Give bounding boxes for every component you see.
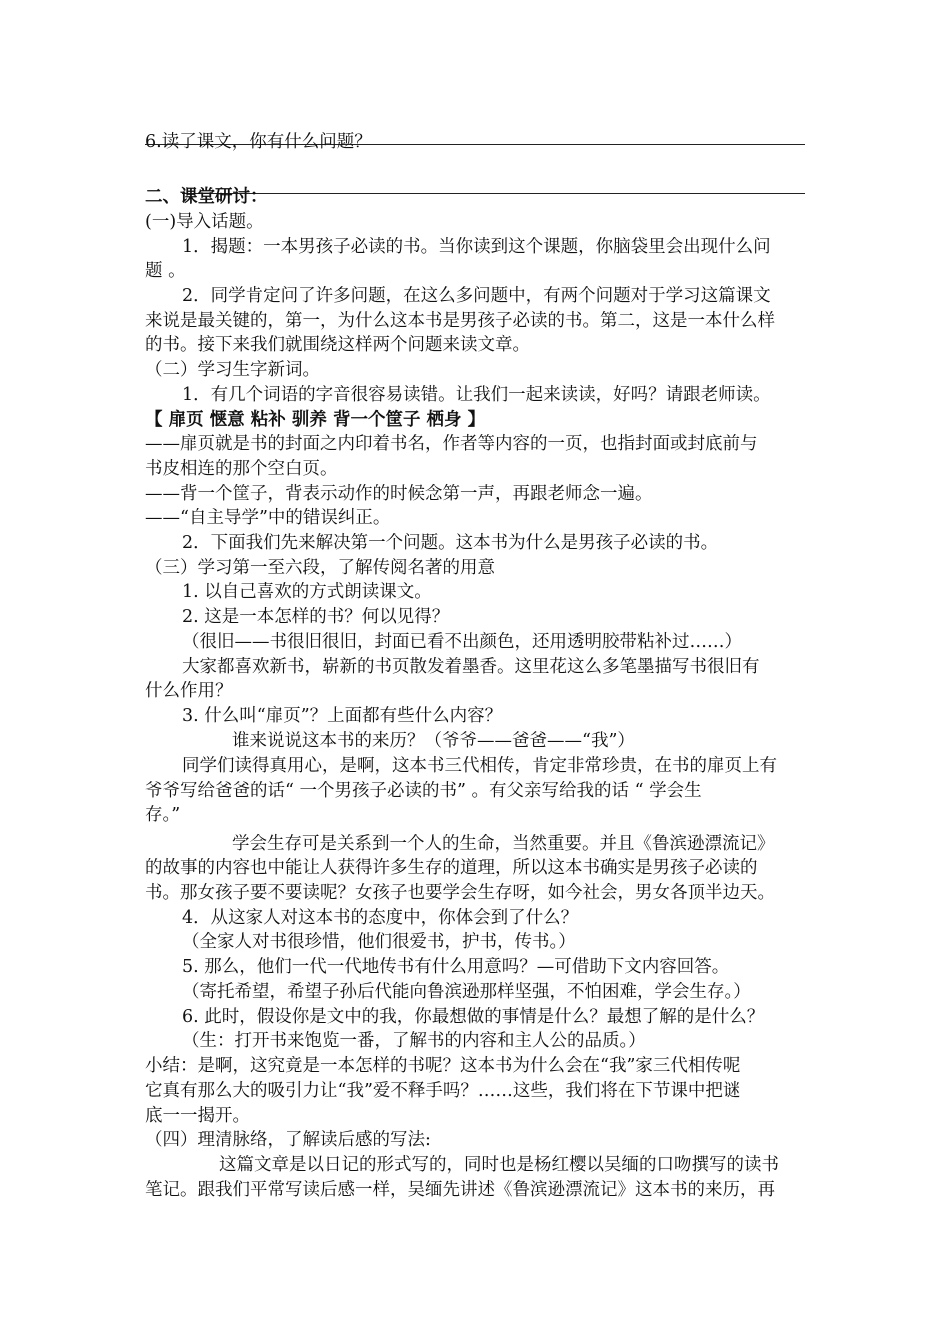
text-line: 书皮相连的那个空白页。: [145, 459, 338, 479]
text-line: 6. 此时，假设你是文中的我，你最想做的事情是什么？最想了解的是什么？: [182, 1007, 765, 1027]
text-line: 6.读了课文，你有什么问题？: [145, 132, 372, 152]
text-line: （全家人对书很珍惜，他们很爱书，护书，传书。）: [182, 932, 576, 952]
text-line: 同学们读得真用心，是啊，这本书三代相传，肯定非常珍贵，在书的扉页上有: [182, 756, 777, 776]
text-line: 1．揭题：一本男孩子必读的书。当你读到这个课题，你脑袋里会出现什么问: [182, 237, 771, 257]
text-line: ——“自主导学”中的错误纠正。: [145, 508, 391, 528]
text-line: 书。那女孩子要不要读呢？女孩子也要学会生存呀，如今社会，男女各顶半边天。: [145, 883, 775, 903]
text-line: 来说是最关键的，第一，为什么这本书是男孩子必读的书。第二，这是一本什么样: [145, 311, 775, 331]
text-line: 它真有那么大的吸引力让“我”爱不释手吗？……这些，我们将在下节课中把谜: [145, 1081, 741, 1101]
text-line: 大家都喜欢新书，崭新的书页散发着墨香。这里花这么多笔墨描写书很旧有: [182, 657, 760, 677]
text-line: 底一一揭开。: [145, 1106, 250, 1126]
text-line: 这篇文章是以日记的形式写的，同时也是杨红樱以吴缅的口吻撰写的读书: [219, 1155, 779, 1175]
text-line: （很旧——书很旧很旧，封面已看不出颜色，还用透明胶带粘补过……）: [182, 632, 742, 652]
text-line: 1. 以自己喜欢的方式朗读课文。: [182, 582, 432, 602]
text-line: 的书。接下来我们就围绕这样两个问题来读文章。: [145, 335, 530, 355]
text-line: （三）学习第一至六段，了解传阅名著的用意: [145, 558, 495, 578]
text-line: (一)导入话题。: [145, 212, 264, 232]
text-line: 2．同学肯定问了许多问题，在这么多问题中，有两个问题对于学习这篇课文: [182, 286, 771, 306]
text-line: （生：打开书来饱览一番，了解书的内容和主人公的品质。）: [182, 1031, 646, 1051]
text-line: 学会生存可是关系到一个人的生命，当然重要。并且《鲁滨逊漂流记》: [232, 834, 775, 854]
text-line: 谁来说说这本书的来历？（爷爷——爸爸——“我”）: [232, 731, 635, 751]
text-line: 二、课堂研讨：: [145, 187, 268, 207]
text-line: ——扉页就是书的封面之内印着书名，作者等内容的一页，也指封面或封底前与: [145, 434, 758, 454]
text-line: ——背一个筐子，背表示动作的时候念第一声，再跟老师念一遍。: [145, 484, 653, 504]
text-line: 的故事的内容也中能让人获得许多生存的道理，所以这本书确实是男孩子必读的: [145, 858, 758, 878]
text-line: 爷爷写给爸爸的话“ 一个男孩子必读的书” 。有父亲写给我的话 “ 学会生: [145, 781, 702, 801]
text-line: 1．有几个词语的字音很容易读错。让我们一起来读读，好吗？请跟老师读。: [182, 385, 771, 405]
text-line: 题 。: [145, 261, 186, 281]
text-line: （寄托希望，希望子孙后代能向鲁滨逊那样坚强，不怕困难，学会生存。）: [182, 982, 751, 1002]
text-line: 笔记。跟我们平常写读后感一样，吴缅先讲述《鲁滨逊漂流记》这本书的来历，再: [145, 1180, 775, 1200]
text-line: 2. 这是一本怎样的书？何以见得？: [182, 607, 450, 627]
text-line: 2．下面我们先来解决第一个问题。这本书为什么是男孩子必读的书。: [182, 533, 719, 553]
text-line: 5. 那么，他们一代一代地传书有什么用意吗？—可借助下文内容回答。: [182, 957, 730, 977]
text-line: 小结：是啊，这究竟是一本怎样的书呢？这本书为什么会在“我”家三代相传呢: [145, 1056, 741, 1076]
text-line: 4．从这家人对这本书的态度中，你体会到了什么？: [182, 908, 579, 928]
text-line: 3. 什么叫“扉页”？上面都有些什么内容？: [182, 706, 503, 726]
text-line: 存。”: [145, 805, 181, 825]
text-line: （四）理清脉络，了解读后感的写法:: [145, 1130, 431, 1150]
text-line: 【 扉页 惬意 粘补 驯养 背一个筐子 栖身 】: [145, 410, 486, 430]
text-line: 什么作用？: [145, 681, 233, 701]
text-line: （二）学习生字新词。: [145, 360, 320, 380]
